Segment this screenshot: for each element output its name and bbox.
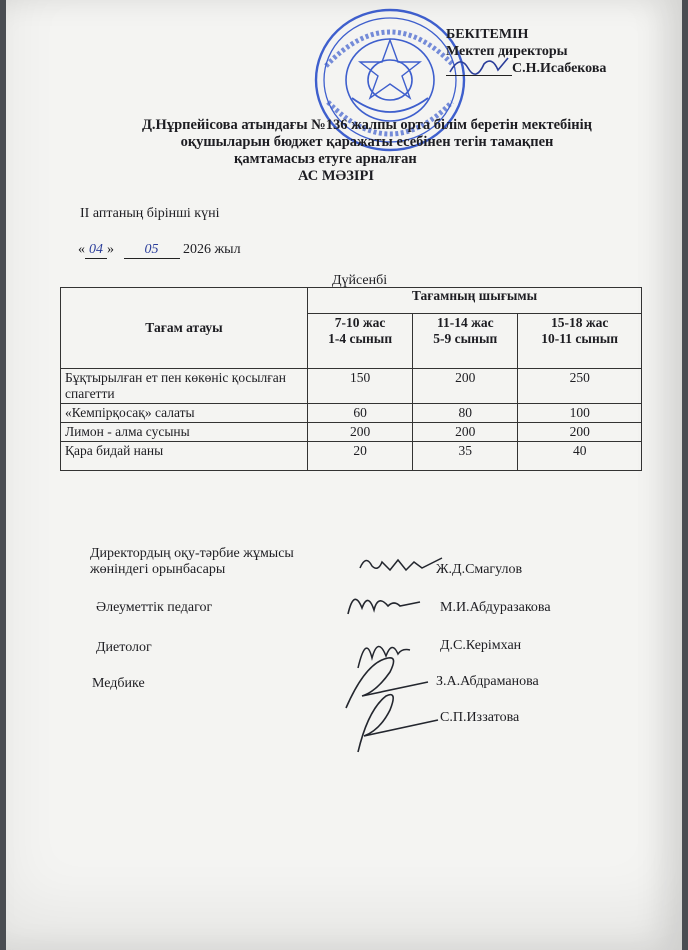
table-row xyxy=(61,423,642,442)
group-age: 15-18 жас xyxy=(550,315,609,331)
date-open-quote: « xyxy=(78,242,85,257)
portion-value: 60 xyxy=(308,404,413,423)
signatory-3-role: Диетолог xyxy=(96,640,152,655)
portion-value: 35 xyxy=(413,442,518,471)
group-age: 11-14 жас xyxy=(436,315,494,331)
signatory-2-role: Әлеуметтік педагог xyxy=(96,600,213,615)
title-line3: қамтамасыз етуге арналған xyxy=(234,151,417,167)
signatory-5-name: С.П.Иззатова xyxy=(440,710,520,725)
signatory-1-role-cont: жөніндегі орынбасары xyxy=(90,562,226,577)
col-output-header: Тағамның шығымы xyxy=(308,288,642,314)
signatory-4-name: З.А.Абдраманова xyxy=(436,674,539,689)
portion-value: 40 xyxy=(518,442,642,471)
dish-name: Қара бидай наны xyxy=(61,442,308,471)
day-name: Дүйсенбі xyxy=(332,273,388,288)
menu-table xyxy=(60,287,642,471)
signature-mark-icon xyxy=(346,690,442,756)
date-month: 05 xyxy=(124,242,180,259)
group-grade: 1-4 сынып xyxy=(328,331,393,347)
date-line xyxy=(78,242,241,259)
approval-line2: Мектеп директоры xyxy=(446,44,568,59)
group-header-2 xyxy=(413,314,518,369)
group-grade: 10-11 сынып xyxy=(541,331,619,347)
signatory-3-name: Д.С.Керімхан xyxy=(440,638,522,653)
director-signature-icon xyxy=(446,50,526,80)
dish-name: «Кемпірқосақ» салаты xyxy=(61,404,308,423)
col-dish-header: Тағам атауы xyxy=(61,288,308,369)
portion-value: 100 xyxy=(518,404,642,423)
portion-value: 80 xyxy=(413,404,518,423)
signatory-2-name: М.И.Абдуразакова xyxy=(440,600,551,615)
portion-value: 250 xyxy=(518,369,642,404)
dish-name: Лимон - алма сусыны xyxy=(61,423,308,442)
date-year: 2026 жыл xyxy=(183,242,241,257)
portion-value: 150 xyxy=(308,369,413,404)
group-age: 7-10 жас xyxy=(334,315,386,331)
table-header-row xyxy=(61,288,642,314)
group-header-1 xyxy=(308,314,413,369)
dish-name: Бұқтырылған ет пен көкөніс қосылған спагетти xyxy=(61,369,308,404)
table-row xyxy=(61,442,642,471)
signatory-1-role: Директордың оқу-тәрбие жұмысы xyxy=(90,546,294,561)
title-line4: АС МӘЗІРІ xyxy=(297,168,375,184)
portion-value: 200 xyxy=(413,369,518,404)
group-grade: 5-9 сынып xyxy=(433,331,498,347)
title-line2: оқушыларын бюджет қаражаты есебінен тегін тамақпен xyxy=(180,134,554,150)
approval-line1: БЕКІТЕМІН xyxy=(446,27,529,42)
group-header-3 xyxy=(518,314,642,369)
portion-value: 200 xyxy=(413,423,518,442)
approval-line3: С.Н.Исабекова xyxy=(512,61,607,76)
table-row xyxy=(61,369,642,404)
signature-mark-icon xyxy=(356,548,446,578)
week-label: ІІ аптаның бірінші күні xyxy=(80,206,220,221)
portion-value: 200 xyxy=(518,423,642,442)
signatory-1-name: Ж.Д.Смагулов xyxy=(436,562,523,577)
portion-value: 20 xyxy=(308,442,413,471)
signatory-4-role: Медбике xyxy=(92,676,145,691)
table-row xyxy=(61,404,642,423)
title-line1: Д.Нұрпейісова атындағы №136 жалпы орта білім беретін мектебінің xyxy=(141,117,593,133)
date-day: 04 xyxy=(85,242,107,259)
portion-value: 200 xyxy=(308,423,413,442)
document-page xyxy=(6,0,682,950)
signature-mark-icon xyxy=(344,584,424,620)
date-close-quote: » xyxy=(107,242,114,257)
